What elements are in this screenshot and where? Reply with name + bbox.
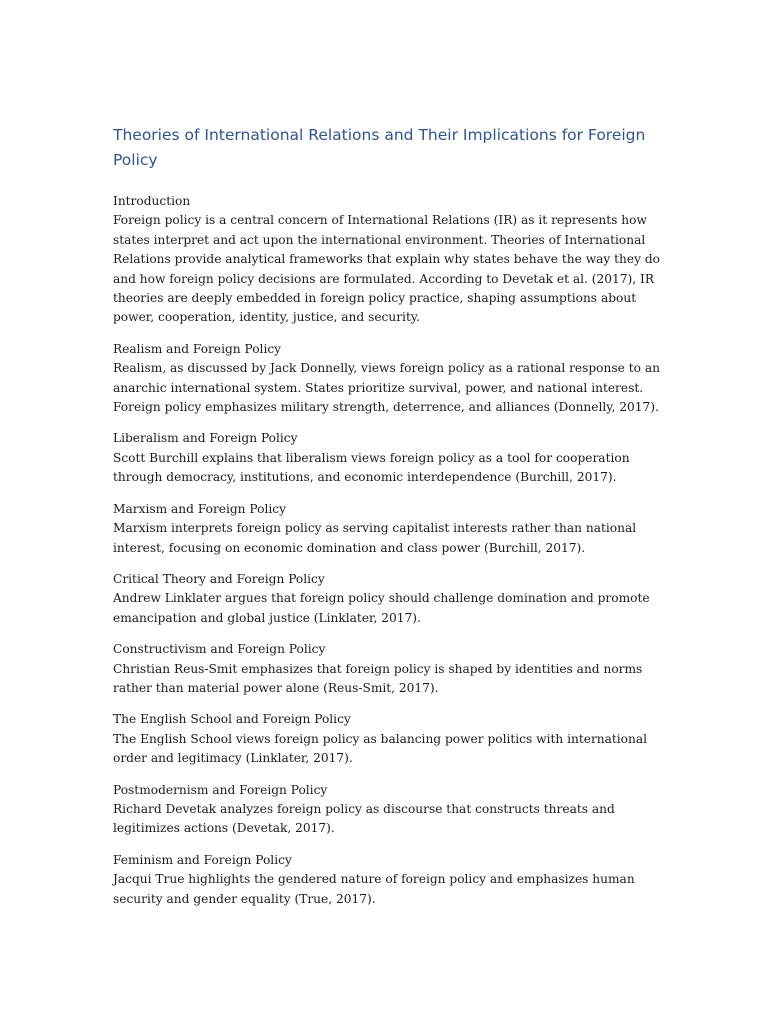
section-paragraph: Christian Reus-Smit emphasizes that foreign policy is shaped by identities and norms rather than material power alone (Reus-Smit, 2017).: [113, 661, 643, 695]
section-paragraph: Richard Devetak analyzes foreign policy as discourse that constructs threats and legitimizes actions (Devetak, 2017).: [113, 801, 615, 836]
document-title: Theories of International Relations and Their Implications for Foreign Policy: [113, 126, 646, 169]
section-heading: Postmodernism and Foreign Policy: [113, 782, 328, 797]
section-paragraph: Scott Burchill explains that liberalism views foreign policy as a tool for cooperation through democracy, institutions, and economic interdependence (Burchill, 2017).: [113, 450, 630, 485]
section-heading: The English School and Foreign Policy: [113, 712, 351, 727]
section-critical-theory: [113, 570, 673, 628]
section-heading: Introduction: [113, 194, 191, 208]
section-feminism: [113, 851, 673, 909]
section-paragraph: Realism, as discussed by Jack Donnelly, views foreign policy as a rational response to an anarchic international system. States prioritize survival, power, and national interest. Foreign policy emphasizes military strength, deterrence, and alliances (Donnelly, 2017).: [113, 361, 660, 415]
section-english-school: [113, 710, 673, 768]
section-paragraph: Andrew Linklater argues that foreign policy should challenge domination and promote emancipation and global justice (Linklater, 2017).: [113, 591, 650, 625]
section-heading: Liberalism and Foreign Policy: [113, 431, 298, 446]
section-heading: Feminism and Foreign Policy: [113, 852, 292, 867]
section-marxism: [113, 500, 673, 558]
section-heading: Critical Theory and Foreign Policy: [113, 571, 325, 586]
section-postmodernism: [113, 781, 673, 839]
section-paragraph: The English School views foreign policy as balancing power politics with international order and legitimacy (Linklater, 2017).: [113, 731, 648, 766]
section-introduction: [113, 192, 673, 328]
section-heading: Marxism and Foreign Policy: [113, 501, 286, 516]
section-paragraph: Jacqui True highlights the gendered nature of foreign policy and emphasizes human security and gender equality (True, 2017).: [113, 872, 635, 906]
section-paragraph: Marxism interprets foreign policy as serving capitalist interests rather than national interest, focusing on economic domination and class power (Burchill, 2017).: [113, 521, 637, 555]
section-heading: Realism and Foreign Policy: [113, 341, 282, 356]
document-body: [113, 192, 673, 921]
section-liberalism: [113, 429, 673, 487]
section-constructivism: [113, 640, 673, 698]
section-paragraph: Foreign policy is a central concern of International Relations (IR) as it represents how states interpret and act upon the international environment. Theories of International Relations provide analytical frameworks that explain why states behave the way they do and how foreign policy decisions are formulated. According to Devetak et al. (2017), IR theories are deeply embedded in foreign policy practice, shaping assumptions about power, cooperation, identity, justice, and security.: [113, 213, 661, 325]
section-heading: Constructivism and Foreign Policy: [113, 642, 326, 657]
section-realism: [113, 340, 673, 418]
